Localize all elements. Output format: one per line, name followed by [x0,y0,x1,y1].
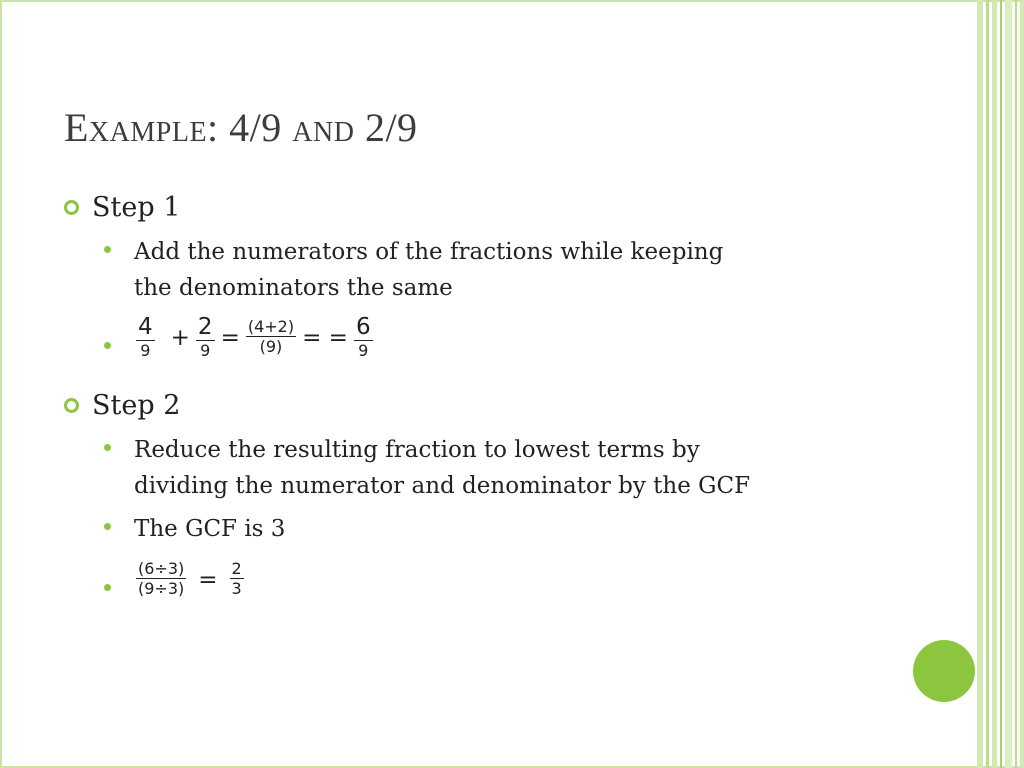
step1-bullet1-line1: Add the numerators of the fractions while keeping [134,239,724,265]
denominator: (9) [259,337,283,357]
step1-bullet1-line2: the denominators the same [134,275,453,301]
equals-sign: = [198,566,218,593]
equals-signs: = = [302,324,348,351]
denominator: 9 [358,341,369,361]
step1-equation [134,314,375,361]
denominator: 3 [231,579,242,599]
decor-stripe [986,0,989,768]
step1-bullet1-text [134,234,874,306]
numerator: (4+2) [247,317,295,337]
fraction-2-3 [230,560,244,599]
ring-bullet-icon [64,398,79,413]
step2-equation [134,560,246,599]
numerator: 6 [355,314,371,340]
fraction-6div3-9div3 [136,560,186,599]
equals-sign: = [220,324,240,351]
step2-label: Step 2 [92,390,181,421]
step2-bullet2-text: The GCF is 3 [134,516,286,542]
decor-stripe [1020,0,1024,768]
numerator: 2 [197,314,213,340]
dot-bullet-icon [104,584,111,591]
numerator: 2 [231,559,242,578]
decor-stripe [1000,0,1002,768]
decor-stripe [1015,0,1017,768]
dot-bullet-icon [104,342,111,349]
fraction-sum [246,318,296,357]
slide-title: Example: 4/9 and 2/9 [64,105,418,150]
fraction-2-9 [196,314,215,361]
decor-circle [913,640,975,702]
numerator: 4 [138,314,153,340]
denominator: (9÷3) [138,579,185,599]
denominator: 9 [200,341,211,361]
numerator: (6÷3) [138,559,185,578]
denominator: 9 [140,341,151,361]
dot-bullet-icon [104,246,111,253]
step2-bullet1-line2: dividing the numerator and denominator by the GCF [134,473,751,499]
decor-stripe [992,0,997,768]
decor-stripe [977,0,983,768]
decor-stripe [1005,0,1012,768]
plus-sign: + [170,324,190,351]
top-border [0,0,1024,2]
fraction-6-9 [354,314,373,361]
dot-bullet-icon [104,523,111,530]
step1-label: Step 1 [92,192,181,223]
step2-bullet1-text [134,432,874,504]
dot-bullet-icon [104,444,111,451]
fraction-4-9 [136,314,155,361]
ring-bullet-icon [64,200,79,215]
step2-bullet1-line1: Reduce the resulting fraction to lowest terms by [134,437,700,463]
left-border [0,0,2,768]
